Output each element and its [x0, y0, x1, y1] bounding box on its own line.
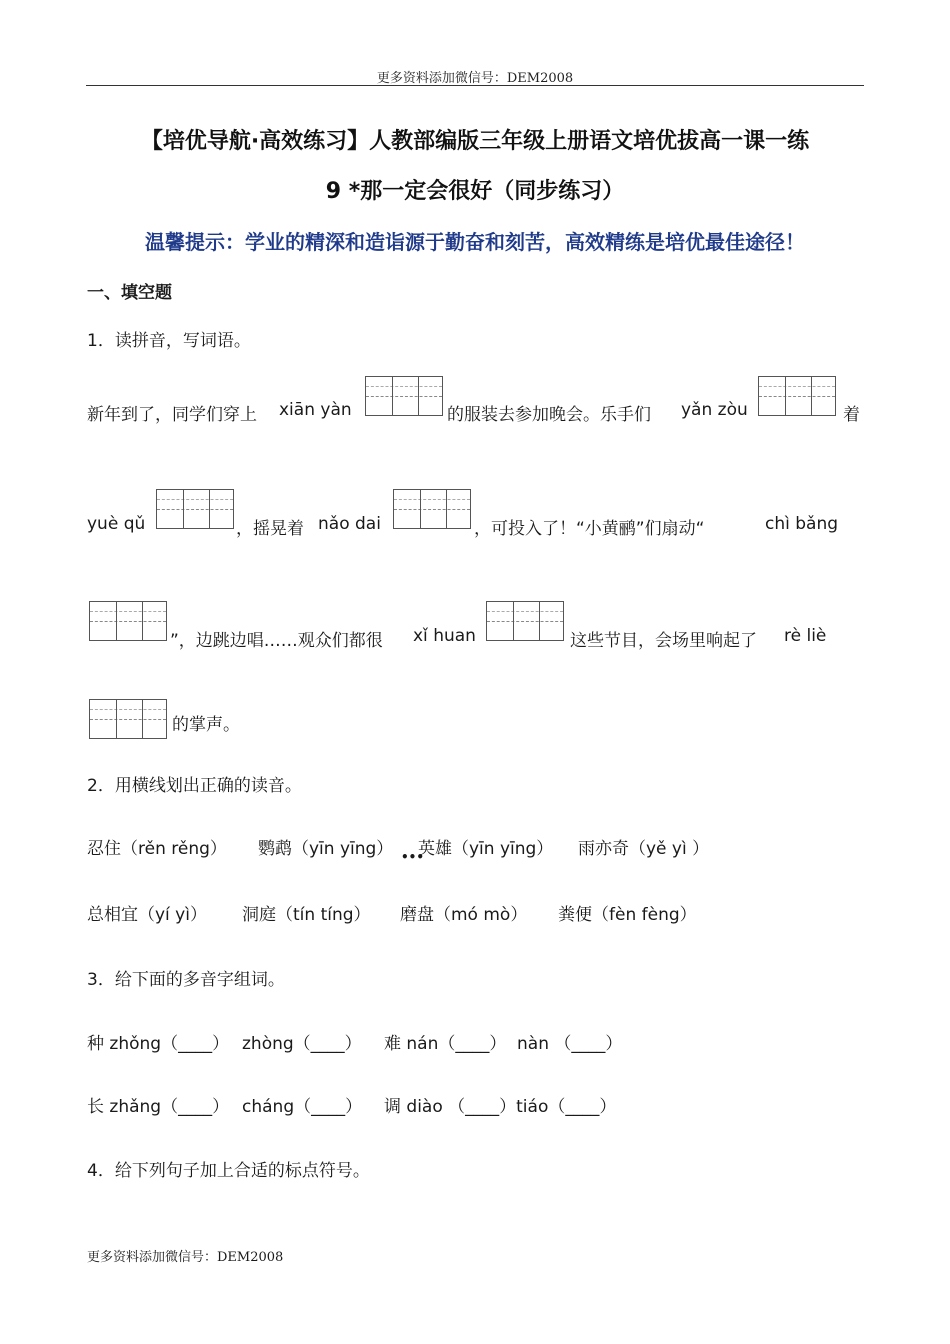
answer-grid-2[interactable] — [758, 376, 836, 416]
answer-grid-6[interactable] — [486, 601, 564, 641]
q2-item-8[interactable]: 粪便（fèn fèng） — [558, 905, 697, 925]
q2-item-5[interactable]: 总相宜（yí yì） — [87, 905, 207, 925]
q3-prompt: 3．给下面的多音字组词。 — [87, 970, 285, 990]
answer-grid-7[interactable] — [89, 699, 167, 739]
page-title-line1: 【培优导航·高效练习】人教部编版三年级上册语文培优拔高一课一练 — [140, 129, 810, 154]
q3-item-3[interactable]: 难 nán（____） — [384, 1034, 507, 1054]
q2-item-6[interactable]: 洞庭（tín tíng） — [242, 905, 371, 925]
q1-pinyin-3: yuè qǔ — [87, 514, 146, 534]
q1-text-4a: 的掌声。 — [172, 715, 240, 735]
q3-item-2[interactable]: zhòng（____） — [242, 1034, 362, 1054]
q3-item-4[interactable]: nàn （____） — [517, 1034, 623, 1054]
q3-item-6[interactable]: cháng（____） — [242, 1097, 363, 1117]
answer-grid-1[interactable] — [365, 376, 443, 416]
section-heading: 一、填空题 — [87, 283, 172, 303]
q1-pinyin-1: xiān yàn — [279, 400, 352, 420]
q3-item-5[interactable]: 长 zhǎng（____） — [87, 1097, 230, 1117]
q2-item-2[interactable]: 鹦鹉（yīn yīng） — [258, 839, 394, 859]
q2-item-3[interactable]: 英雄（yīn yīng） — [418, 839, 554, 859]
q1-pinyin-4: nǎo dai — [318, 514, 381, 534]
answer-grid-4[interactable] — [393, 489, 471, 529]
answer-grid-3[interactable] — [156, 489, 234, 529]
q3-item-1[interactable]: 种 zhǒng（____） — [87, 1034, 230, 1054]
q1-pinyin-2: yǎn zòu — [681, 400, 748, 420]
q1-pinyin-7: rè liè — [784, 626, 827, 646]
q1-prompt: 1．读拼音，写词语。 — [87, 331, 251, 351]
header-divider — [86, 85, 864, 86]
q1-text-1b: 的服装去参加晚会。乐手们 — [447, 405, 651, 425]
q2-item-7[interactable]: 磨盘（mó mò） — [400, 905, 528, 925]
q1-text-1a: 新年到了，同学们穿上 — [87, 405, 257, 425]
page-footer: 更多资料添加微信号：DEM2008 — [87, 1250, 284, 1265]
q3-item-7[interactable]: 调 diào （____）tiáo（____） — [384, 1097, 617, 1117]
q1-text-3a: ”，边跳边唱……观众们都很 — [170, 631, 383, 651]
q1-pinyin-5: chì bǎng — [765, 514, 839, 534]
answer-grid-5[interactable] — [89, 601, 167, 641]
q1-text-2a: ，摇晃着 — [236, 519, 304, 539]
emphasis-dots: ••• — [401, 850, 425, 864]
tip-banner: 温馨提示：学业的精深和造诣源于勤奋和刻苦，高效精练是培优最佳途径！ — [145, 230, 805, 254]
q1-text-1c: 着 — [843, 405, 860, 425]
page-header: 更多资料添加微信号：DEM2008 — [376, 71, 574, 86]
q1-pinyin-6: xǐ huan — [413, 626, 476, 646]
q1-text-2b: ，可投入了！“小黄鹂”们扇动“ — [474, 519, 705, 539]
q2-item-4[interactable]: 雨亦奇（yě yì ） — [578, 839, 710, 859]
q1-text-3b: 这些节目，会场里响起了 — [570, 631, 757, 651]
q2-prompt: 2．用横线划出正确的读音。 — [87, 776, 302, 796]
q4-prompt: 4．给下列句子加上合适的标点符号。 — [87, 1161, 370, 1181]
page-title-line2: 9 *那一定会很好（同步练习） — [325, 179, 625, 204]
q2-item-1[interactable]: 忍住（rěn rěng） — [87, 839, 227, 859]
